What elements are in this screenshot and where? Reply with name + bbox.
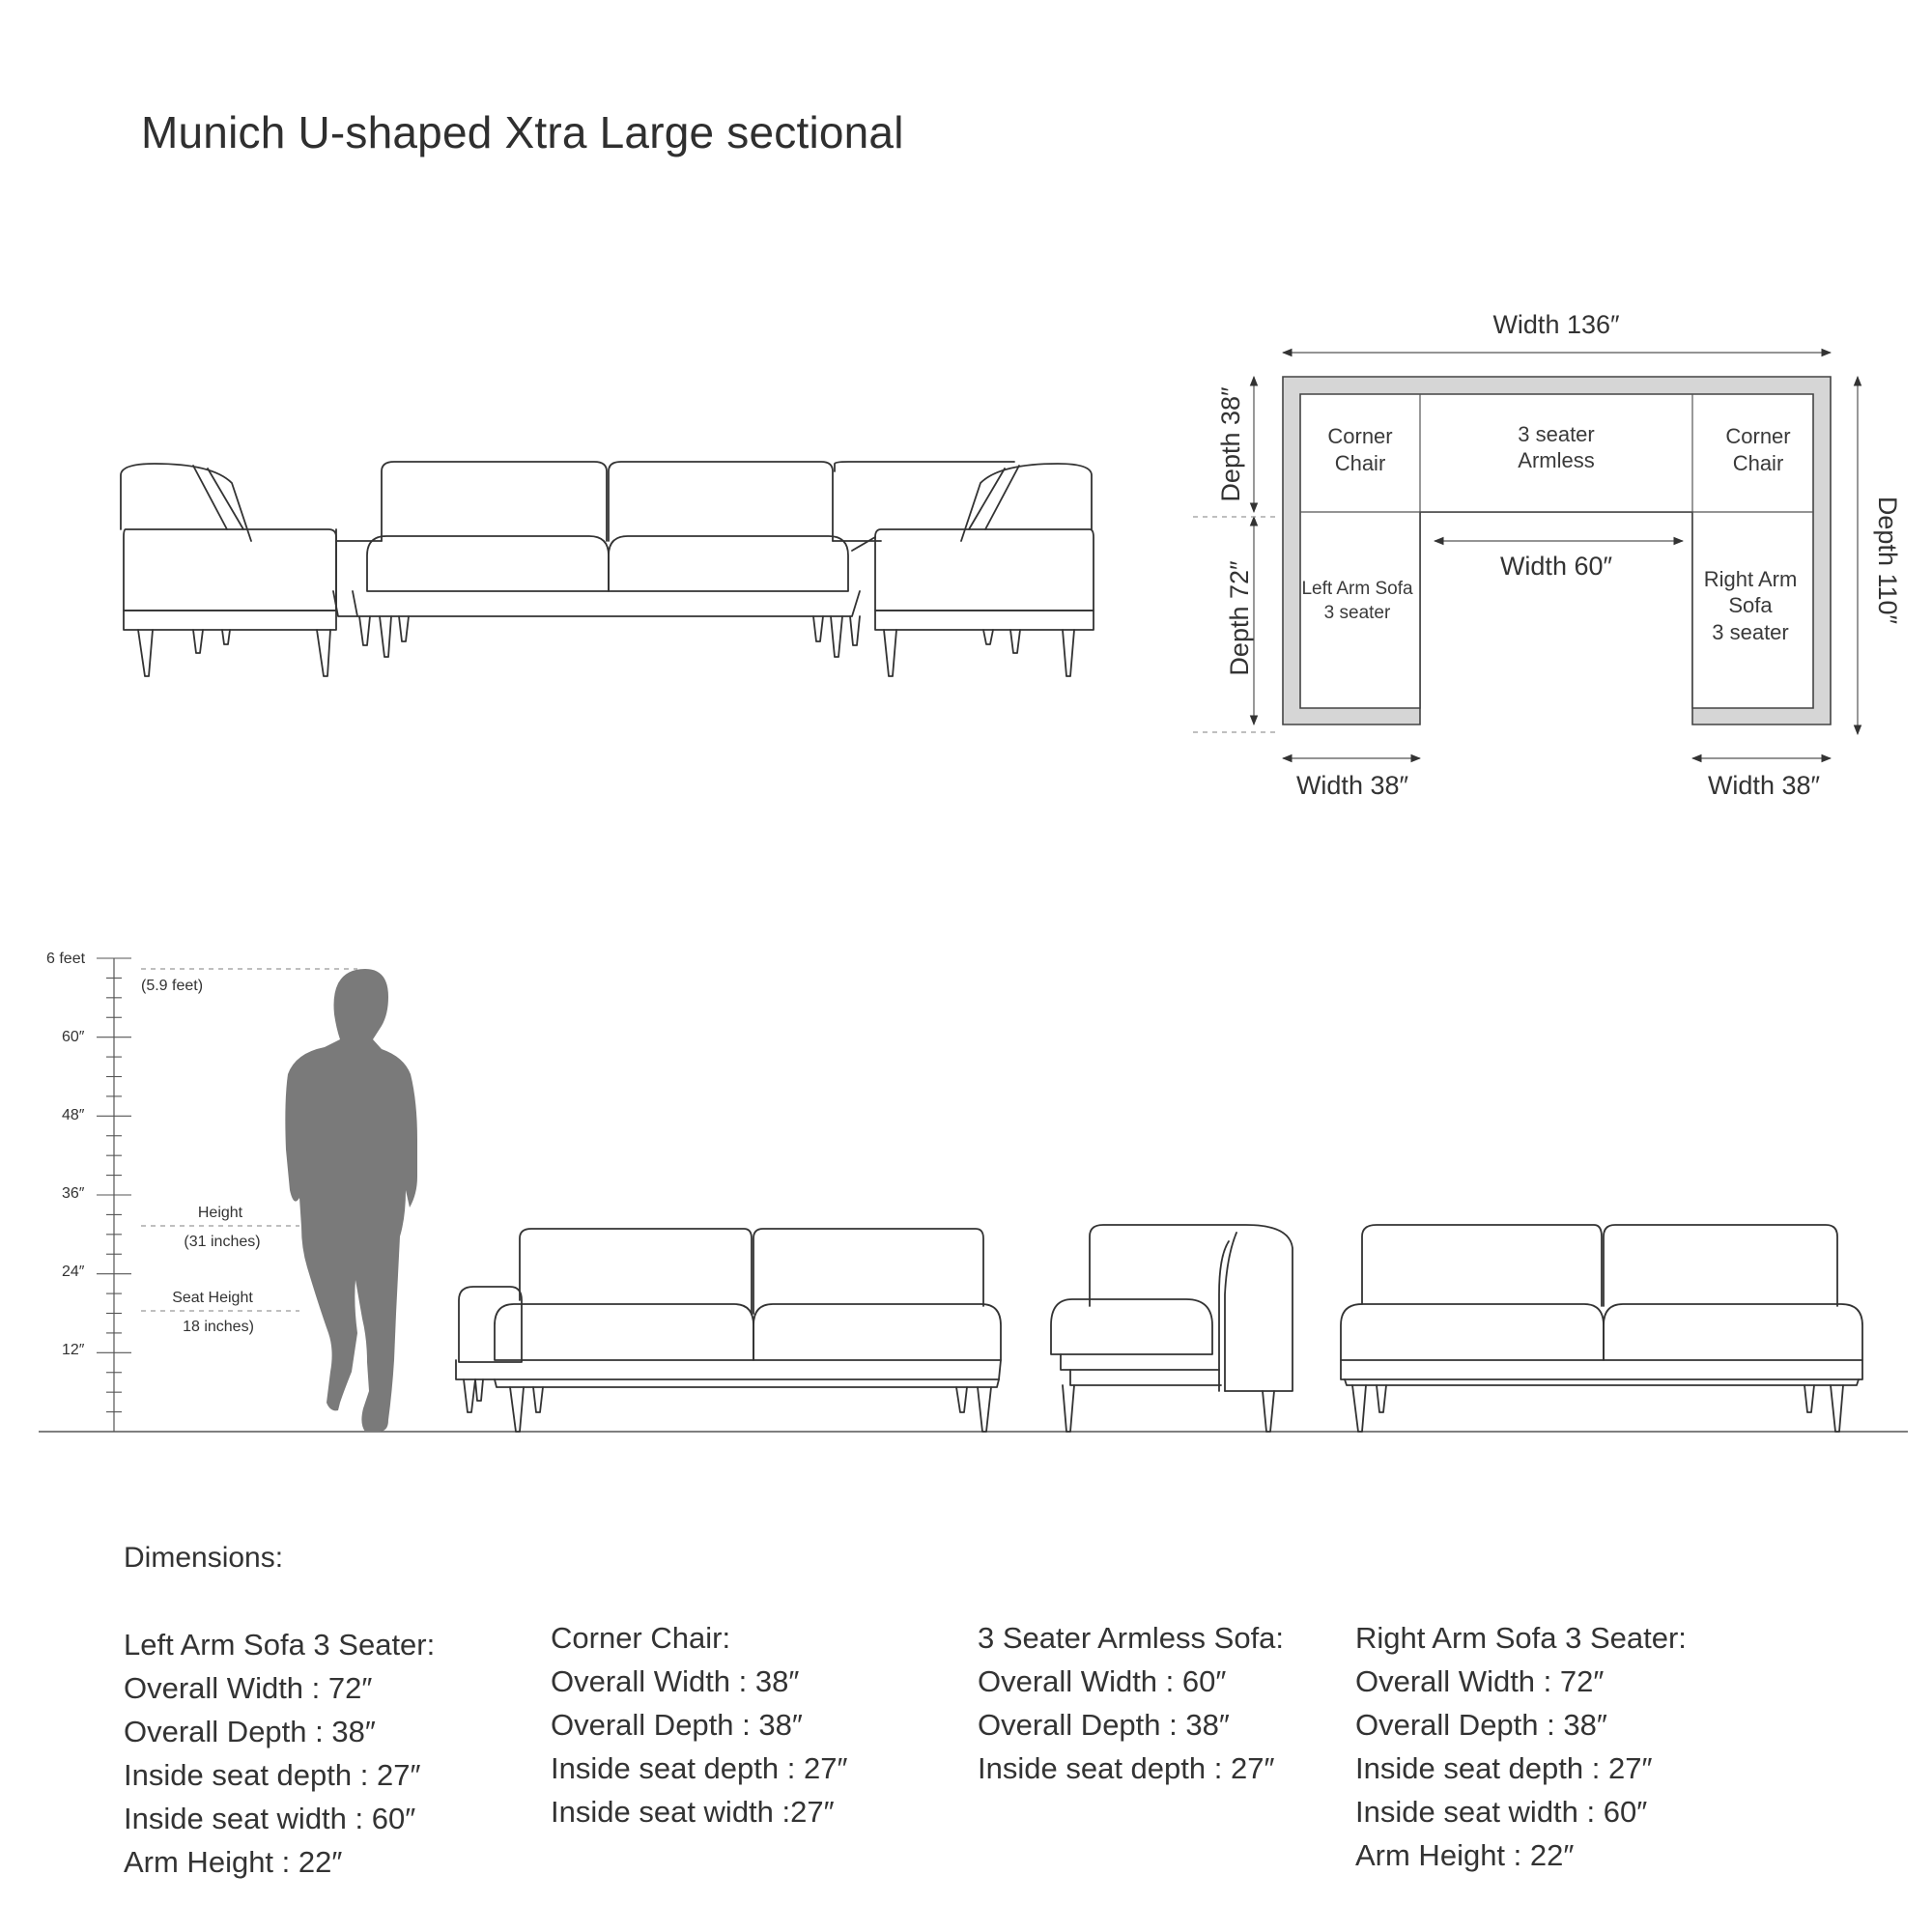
- dimension-line: Inside seat depth : 27″: [124, 1758, 421, 1792]
- plan-label-corner-left-1: Corner: [1327, 424, 1393, 448]
- scale-tick-36: 36″: [62, 1185, 85, 1202]
- sectional-front-view: [121, 462, 1094, 676]
- person-height-label: (5.9 feet): [141, 978, 204, 994]
- left-arm-block: [124, 529, 336, 611]
- dimension-line: Overall Width : 72″: [1355, 1664, 1605, 1698]
- column-title: 3 Seater Armless Sofa:: [978, 1621, 1285, 1655]
- dimension-column-armless: [978, 1616, 1284, 1790]
- dimension-line: Arm Height : 22″: [124, 1845, 343, 1879]
- dimension-line: Overall Width : 60″: [978, 1664, 1227, 1698]
- dimension-line: Overall Width : 38″: [551, 1664, 800, 1698]
- dimension-line: Inside seat width : 60″: [124, 1802, 416, 1835]
- column-title: Left Arm Sofa 3 Seater:: [124, 1628, 436, 1662]
- dim-width-left: Width 38″: [1295, 771, 1409, 800]
- plan-label-armless-2: Armless: [1518, 448, 1595, 472]
- column-title: Corner Chair:: [551, 1621, 731, 1655]
- dimension-line: Inside seat depth : 27″: [551, 1751, 848, 1785]
- plan-label-right-arm-2: Sofa: [1728, 593, 1773, 617]
- scale-tick-12: 12″: [62, 1342, 85, 1358]
- left-arm-sofa-side: [456, 1229, 1001, 1432]
- plan-label-right-arm-1: Right Arm: [1703, 567, 1798, 591]
- plan-label-left-arm-2: 3 seater: [1323, 603, 1391, 623]
- seat-height-value: 18 inches): [183, 1319, 254, 1335]
- sectional-plan-view: [1193, 310, 1902, 800]
- scale-tick-24: 24″: [62, 1264, 85, 1280]
- height-label: Height: [197, 1205, 243, 1221]
- plan-label-corner-left-2: Chair: [1334, 451, 1386, 475]
- scale-tick-48: 48″: [62, 1107, 85, 1123]
- dimension-line: Overall Depth : 38″: [1355, 1708, 1607, 1742]
- person-silhouette: [285, 969, 417, 1432]
- plan-label-armless-1: 3 seater: [1518, 422, 1595, 446]
- corner-chair-side: [1051, 1225, 1293, 1432]
- dim-width-total: Width 136″: [1492, 310, 1620, 339]
- plan-label-left-arm-1: Left Arm Sofa: [1301, 579, 1413, 599]
- column-title: Right Arm Sofa 3 Seater:: [1355, 1621, 1687, 1655]
- dimension-line: Inside seat depth : 27″: [1355, 1751, 1653, 1785]
- dimension-line: Inside seat depth : 27″: [978, 1751, 1275, 1785]
- plan-label-corner-right-2: Chair: [1732, 451, 1784, 475]
- dimension-line: Overall Depth : 38″: [978, 1708, 1230, 1742]
- dim-depth-total: Depth 110″: [1873, 496, 1902, 625]
- dimension-column-corner-chair: [551, 1616, 847, 1833]
- dim-depth-side: Depth 72″: [1225, 560, 1254, 676]
- dim-depth-top: Depth 38″: [1216, 386, 1245, 502]
- scale-tick-6-feet: 6 feet: [46, 951, 86, 967]
- height-value: (31 inches): [184, 1234, 261, 1250]
- dimension-column-right-arm: [1355, 1616, 1687, 1877]
- dimension-line: Arm Height : 22″: [1355, 1838, 1575, 1872]
- seat-height-label: Seat Height: [172, 1290, 253, 1306]
- page-title: Munich U-shaped Xtra Large sectional: [141, 107, 904, 157]
- armless-sofa-side: [1341, 1225, 1862, 1432]
- dimensions-heading: Dimensions:: [124, 1542, 284, 1574]
- dimension-line: Inside seat width :27″: [551, 1795, 835, 1829]
- dim-width-inner: Width 60″: [1499, 552, 1613, 581]
- dimension-line: Overall Depth : 38″: [124, 1715, 376, 1748]
- dim-width-right: Width 38″: [1707, 771, 1821, 800]
- dimension-column-left-arm: [124, 1623, 435, 1884]
- dimension-line: Inside seat width : 60″: [1355, 1795, 1648, 1829]
- plan-label-right-arm-3: 3 seater: [1712, 620, 1789, 644]
- scale-tick-60: 60″: [62, 1029, 85, 1045]
- dimension-line: Overall Width : 72″: [124, 1671, 373, 1705]
- plan-label-corner-right-1: Corner: [1725, 424, 1791, 448]
- dimension-line: Overall Depth : 38″: [551, 1708, 803, 1742]
